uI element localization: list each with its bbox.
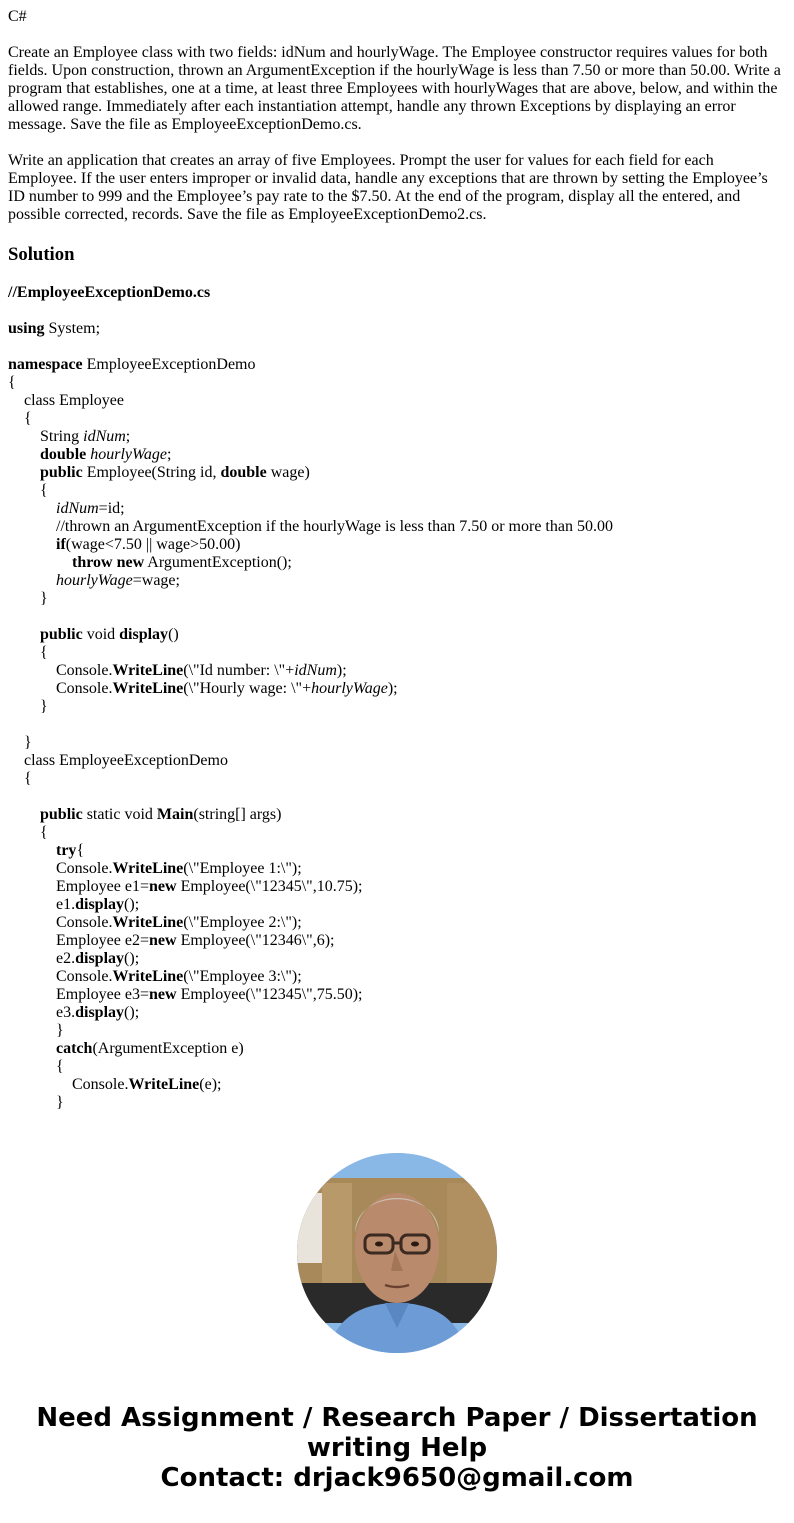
code-line: } bbox=[56, 1094, 64, 1111]
code-line: } bbox=[56, 1022, 64, 1039]
code-line: public static void Main(string[] args) bbox=[40, 806, 282, 823]
code-line: String idNum; bbox=[40, 428, 131, 445]
code-line: throw new ArgumentException(); bbox=[72, 554, 292, 571]
avatar bbox=[297, 1153, 497, 1353]
code-line: Console.WriteLine(e); bbox=[72, 1076, 222, 1093]
code-line: e3.display(); bbox=[56, 1004, 140, 1021]
code-comment: //thrown an ArgumentException if the hourlyWage is less than 7.50 or more than 50.00 bbox=[56, 518, 613, 535]
code-line: if(wage<7.50 || wage>50.00) bbox=[56, 536, 241, 553]
code-line: Console.WriteLine(\"Employee 3:\"); bbox=[56, 968, 302, 985]
code-line: { bbox=[56, 1058, 64, 1075]
code-line: } bbox=[24, 734, 32, 751]
code-line: { bbox=[8, 374, 16, 391]
code-line: double hourlyWage; bbox=[40, 446, 172, 463]
code-line: namespace EmployeeExceptionDemo bbox=[8, 356, 256, 373]
code-line: class Employee bbox=[24, 392, 124, 409]
code-line: } bbox=[40, 590, 48, 607]
code-line: Console.WriteLine(\"Hourly wage: \"+hourlyWage); bbox=[56, 680, 398, 697]
code-line: e2.display(); bbox=[56, 950, 140, 967]
tutor-avatar bbox=[297, 1153, 497, 1353]
promo-line-2: writing Help bbox=[306, 1433, 488, 1463]
code-line: { bbox=[40, 482, 48, 499]
code-line: { bbox=[40, 644, 48, 661]
code-line: e1.display(); bbox=[56, 896, 140, 913]
code-line: idNum=id; bbox=[56, 500, 125, 517]
code-line: Console.WriteLine(\"Employee 1:\"); bbox=[56, 860, 302, 877]
code-line: Employee e3=new Employee(\"12345\",75.50); bbox=[56, 986, 363, 1003]
promo-line-1: Need Assignment / Research Paper / Dissertation bbox=[36, 1403, 758, 1433]
code-line: Console.WriteLine(\"Id number: \"+idNum); bbox=[56, 662, 347, 679]
code-line: } bbox=[40, 698, 48, 715]
code-line: try{ bbox=[56, 842, 85, 859]
code-line: public void display() bbox=[40, 626, 179, 643]
question-paragraph-2: Write an application that creates an array of five Employees. Prompt the user for values for each field for each Employee. If the user enters improper or invalid data, handle any exceptions that are thrown by setting the Employee’s ID number to 999 and the Employee’s pay rate to the $7.50. At the end of the program, display all the entered, and possible corrected, records. Save the file as EmployeeExceptionDemo2.cs. bbox=[8, 152, 768, 223]
question-paragraph-1: Create an Employee class with two fields: idNum and hourlyWage. The Employee constructor requires values for both fields. Upon construction, thrown an ArgumentException if the hourlyWage is less than 7.50 or more than 50.00. Write a program that establishes, one at a time, at least three Employees with hourlyWages that are above, below, and within the allowed range. Immediately after each instantiation attempt, handle any thrown Exceptions by displaying an error message. Save the file as EmployeeExceptionDemo.cs. bbox=[8, 44, 781, 133]
code-line: Employee e2=new Employee(\"12346\",6); bbox=[56, 932, 335, 949]
code-line: { bbox=[24, 410, 32, 427]
code-line: class EmployeeExceptionDemo bbox=[24, 752, 228, 769]
promo-banner bbox=[0, 1403, 794, 1493]
code-line: public Employee(String id, double wage) bbox=[40, 464, 310, 481]
code-line: { bbox=[40, 824, 48, 841]
portrait-image bbox=[297, 1153, 497, 1353]
code-line: using System; bbox=[8, 320, 101, 337]
solution-heading: Solution bbox=[8, 244, 75, 265]
language-label: C# bbox=[8, 8, 27, 25]
code-block bbox=[8, 320, 786, 1112]
file-name-comment: //EmployeeExceptionDemo.cs bbox=[8, 284, 211, 301]
promo-contact: Contact: drjack9650@gmail.com bbox=[160, 1463, 634, 1493]
code-line: hourlyWage=wage; bbox=[56, 572, 180, 589]
code-line: { bbox=[24, 770, 32, 787]
code-line: Console.WriteLine(\"Employee 2:\"); bbox=[56, 914, 302, 931]
code-line: Employee e1=new Employee(\"12345\",10.75); bbox=[56, 878, 363, 895]
code-line: catch(ArgumentException e) bbox=[56, 1040, 244, 1057]
